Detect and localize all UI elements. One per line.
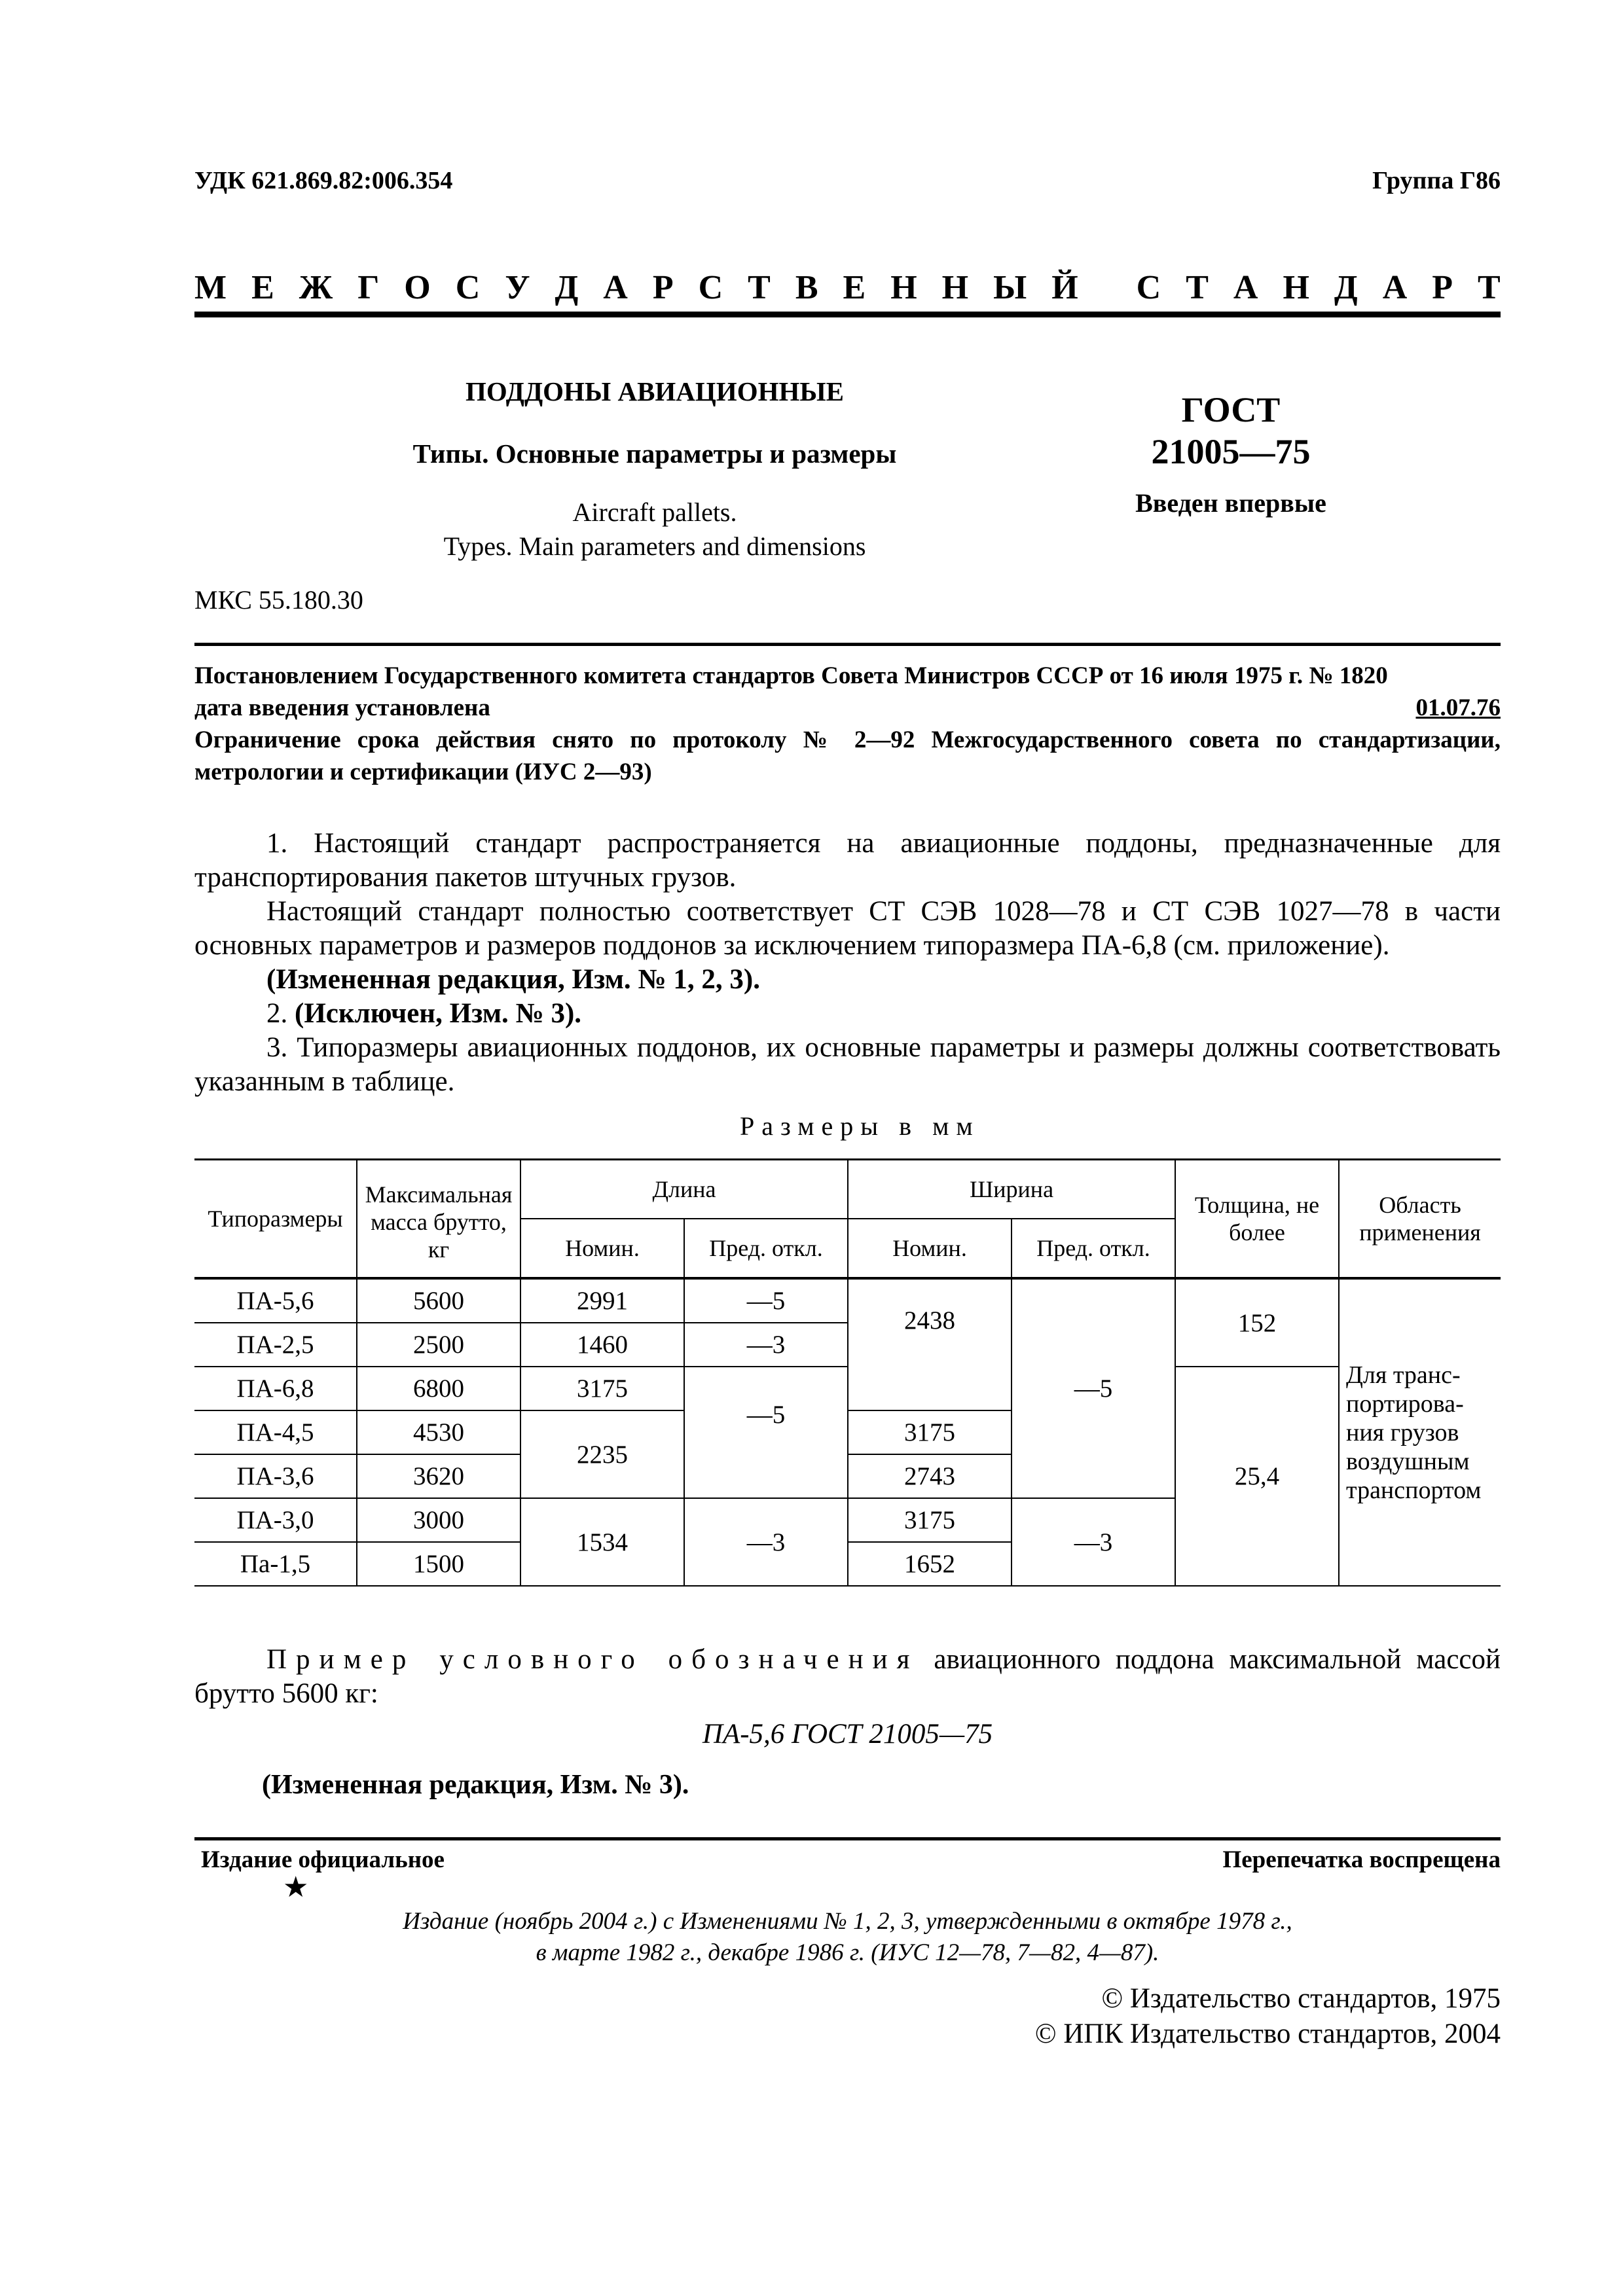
banner-letter: Н — [941, 269, 969, 306]
banner-letter: Т — [1478, 269, 1501, 306]
cell-length-tolerance: —3 — [684, 1323, 848, 1367]
cell-thickness: 152 — [1175, 1278, 1339, 1367]
banner-letter: Н — [890, 269, 917, 306]
paragraph-2-number: 2. — [266, 998, 288, 1029]
banner-letter: А — [603, 269, 628, 306]
cell-mass: 5600 — [357, 1278, 520, 1323]
banner-letter: Н — [1283, 269, 1309, 306]
effective-date-row — [194, 692, 1501, 724]
banner-letter: У — [505, 269, 530, 306]
cell-type: ПА-6,8 — [194, 1367, 357, 1410]
application-area-line: Для транс- — [1346, 1361, 1461, 1389]
cell-type: ПА-2,5 — [194, 1323, 357, 1367]
example-designation: ПА-5,6 ГОСТ 21005—75 — [702, 1719, 993, 1749]
cell-length-tolerance: —3 — [684, 1498, 848, 1586]
change-note-3: (Измененная редакция, Изм. № 3). — [262, 1770, 689, 1800]
header-length-tolerance: Пред. откл. — [684, 1219, 848, 1278]
cell-mass: 4530 — [357, 1410, 520, 1454]
validity-note: Ограничение срока действия снято по протоколу № 2—92 Межгосударственного совета по стандартизации, метрологии и сертификации (ИУС 2—93) — [194, 726, 1501, 785]
paragraph-2-excluded: (Исключен, Изм. № 3). — [295, 998, 582, 1029]
banner-letter: Д — [1334, 269, 1358, 306]
cell-width-tolerance: —5 — [1012, 1278, 1175, 1498]
standard-banner — [194, 268, 1501, 307]
paragraph-compliance: Настоящий стандарт полностью соответствует СТ СЭВ 1028—78 и СТ СЭВ 1027—78 в части основных параметров и размеров поддонов за исключением типоразмера ПА-6,8 (см. приложение). — [194, 896, 1501, 961]
banner-letter: С — [698, 269, 723, 306]
cell-width-nominal: 1652 — [848, 1542, 1012, 1586]
banner-letter: Ж — [299, 269, 333, 306]
paragraph-3: 3. Типоразмеры авиационных поддонов, их основные параметры и размеры должны соответствовать указанным в таблице. — [194, 1032, 1501, 1097]
cell-width-tolerance: —3 — [1012, 1498, 1175, 1586]
paragraph-1: 1. Настоящий стандарт распространяется на авиационные поддоны, предназначенные для транспортирования пакетов штучных грузов. — [194, 828, 1501, 893]
change-note-1: (Измененная редакция, Изм. № 1, 2, 3). — [266, 964, 760, 995]
cell-mass: 6800 — [357, 1367, 520, 1410]
cell-length-tolerance: —5 — [684, 1367, 848, 1498]
cell-type: Па-1,5 — [194, 1542, 357, 1586]
banner-letter: М — [194, 269, 227, 306]
designation-example — [194, 1643, 1501, 1711]
copyright-1975: © Издательство стандартов, 1975 — [1101, 1983, 1501, 2014]
cell-length-nominal: 2235 — [520, 1410, 684, 1498]
banner-letter: Т — [1186, 269, 1209, 306]
application-area-line: транспортом — [1346, 1476, 1482, 1504]
decree-rule — [194, 643, 1501, 646]
cell-width-nominal: 3175 — [848, 1410, 1012, 1454]
banner-letter: Е — [843, 269, 866, 306]
group-code: Группа Г86 — [1372, 167, 1501, 194]
gost-designation — [1074, 389, 1388, 473]
table-row — [194, 1367, 1501, 1410]
decree-line: Постановлением Государственного комитета стандартов Совета Министров СССР от 16 июля 1975 г. № 1820 — [194, 662, 1388, 689]
table-row — [194, 1278, 1501, 1323]
cell-length-tolerance: —5 — [684, 1278, 848, 1323]
cell-type: ПА-4,5 — [194, 1410, 357, 1454]
edition-note — [194, 1906, 1501, 1969]
decree-block — [194, 660, 1501, 788]
document-title: ПОДДОНЫ АВИАЦИОННЫЕ — [465, 376, 844, 406]
cell-mass: 2500 — [357, 1323, 520, 1367]
banner-gap — [1103, 268, 1112, 307]
application-area-line: портирова- — [1346, 1390, 1464, 1418]
cell-mass: 3620 — [357, 1454, 520, 1498]
table-units-caption: Размеры в мм — [740, 1111, 980, 1141]
effective-date: 01.07.76 — [1415, 694, 1501, 721]
banner-letter: Р — [652, 269, 674, 306]
header-length: Длина — [520, 1160, 848, 1219]
cell-type: ПА-5,6 — [194, 1278, 357, 1323]
introduced-first: Введен впервые — [1135, 488, 1326, 518]
cell-width-nominal: 3175 — [848, 1498, 1012, 1542]
header-mass: Максимальная масса брутто, кг — [357, 1160, 520, 1279]
banner-letter: В — [795, 269, 818, 306]
banner-letter: Т — [748, 269, 771, 306]
edition-line2: в марте 1982 г., декабре 1986 г. (ИУС 12—78, 7—82, 4—87). — [536, 1939, 1159, 1966]
header-rule — [194, 312, 1501, 317]
cell-mass: 1500 — [357, 1542, 520, 1586]
header-width: Ширина — [848, 1160, 1175, 1219]
footer-rule — [194, 1837, 1501, 1840]
cell-type: ПА-3,6 — [194, 1454, 357, 1498]
banner-letter: С — [455, 269, 481, 306]
cell-length-nominal: 1534 — [520, 1498, 684, 1586]
star-icon: ★ — [283, 1871, 309, 1903]
edition-line1: Издание (ноябрь 2004 г.) с Изменениями № 1, 2, 3, утвержденными в октябре 1978 г., — [403, 1908, 1292, 1935]
banner-letter: Е — [251, 269, 274, 306]
application-area-line: воздушным — [1346, 1447, 1470, 1475]
cell-width-nominal: 2743 — [848, 1454, 1012, 1498]
english-title-line1: Aircraft pallets. — [572, 497, 737, 527]
banner-letter: А — [1233, 269, 1258, 306]
header-type: Типоразмеры — [194, 1160, 357, 1279]
header-thickness: Толщина, не более — [1175, 1160, 1339, 1279]
banner-letter: Ы — [993, 269, 1027, 306]
cell-length-nominal: 1460 — [520, 1323, 684, 1367]
document-subtitle: Типы. Основные параметры и размеры — [412, 439, 897, 469]
udk-code: УДК 621.869.82:006.354 — [194, 167, 453, 194]
header-width-nominal: Номин. — [848, 1219, 1012, 1278]
pallet-table — [194, 1158, 1501, 1587]
banner-letter: Д — [555, 269, 579, 306]
mks-code: МКС 55.180.30 — [194, 585, 363, 615]
cell-thickness: 25,4 — [1175, 1367, 1339, 1586]
header-length-nominal: Номин. — [520, 1219, 684, 1278]
example-text: авиационного поддона максимальной массой брутто 5600 кг: — [194, 1644, 1501, 1709]
banner-letter: А — [1382, 269, 1408, 306]
english-title-line2: Types. Main parameters and dimensions — [443, 531, 866, 561]
cell-length-nominal: 3175 — [520, 1367, 684, 1410]
english-title — [367, 495, 943, 564]
cell-application-area — [1339, 1278, 1501, 1586]
banner-letter: Г — [357, 269, 380, 306]
gost-label: ГОСТ — [1181, 390, 1281, 429]
banner-letter: Р — [1432, 269, 1453, 306]
cell-type: ПА-3,0 — [194, 1498, 357, 1542]
effective-date-label: дата введения установлена — [194, 694, 490, 721]
paragraph-2 — [194, 997, 1501, 1031]
gost-number: 21005—75 — [1151, 432, 1311, 471]
cell-width-nominal: 2438 — [848, 1278, 1012, 1410]
header-width-tolerance: Пред. откл. — [1012, 1219, 1175, 1278]
banner-letter: Й — [1051, 269, 1078, 306]
header-area: Область применения — [1339, 1160, 1501, 1279]
copyright-block — [1035, 1981, 1501, 2052]
banner-letter: О — [404, 269, 431, 306]
application-area-line: ния грузов — [1346, 1418, 1459, 1446]
cell-length-nominal: 2991 — [520, 1278, 684, 1323]
cell-mass: 3000 — [357, 1498, 520, 1542]
example-spaced-lead: Пример условного обозначения — [266, 1644, 919, 1675]
copyright-2004: © ИПК Издательство стандартов, 2004 — [1034, 2018, 1501, 2049]
official-edition: Издание официальное — [201, 1846, 445, 1873]
reprint-prohibited: Перепечатка воспрещена — [1222, 1846, 1501, 1873]
banner-letter: С — [1136, 269, 1161, 306]
